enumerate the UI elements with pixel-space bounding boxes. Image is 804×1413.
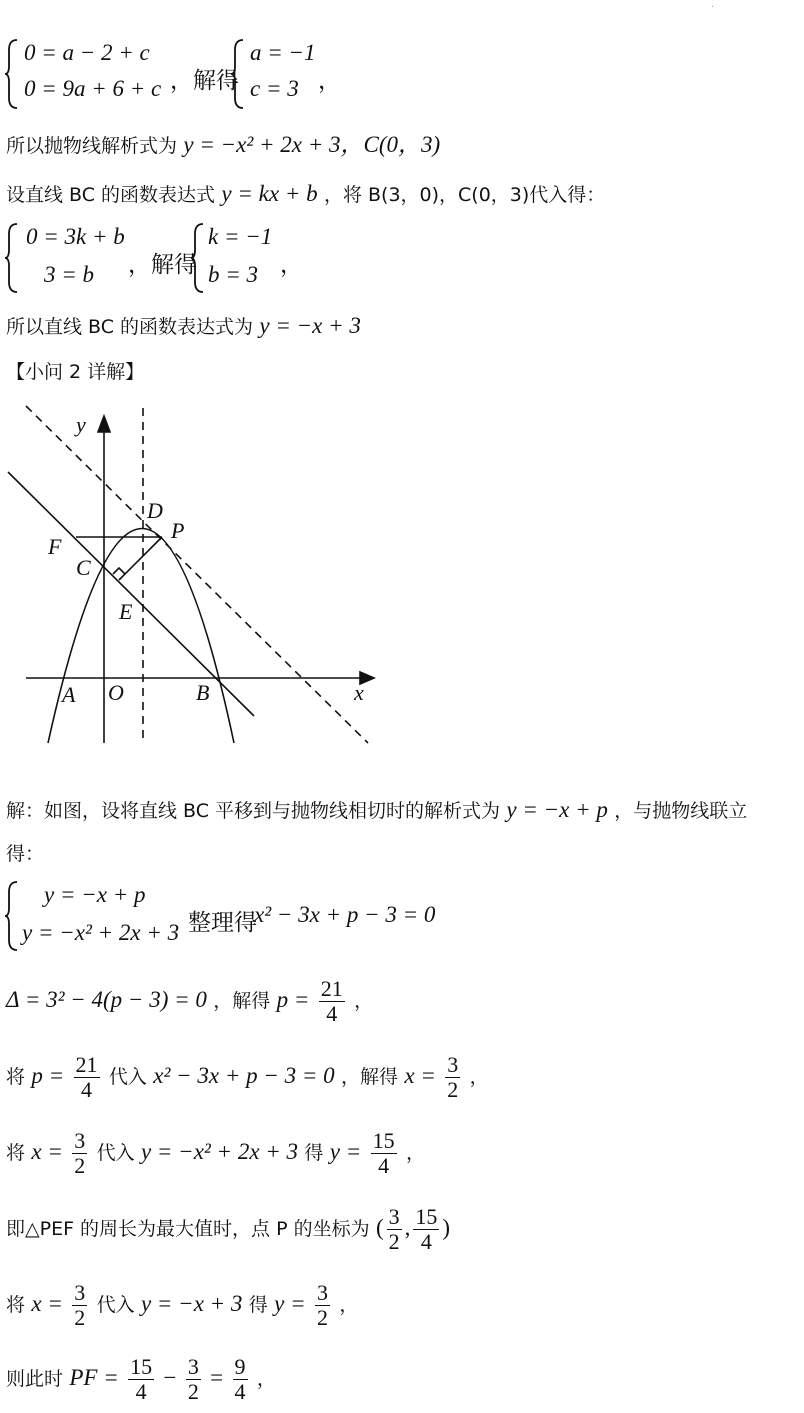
denominator: 4 bbox=[135, 1379, 147, 1404]
fraction bbox=[413, 1205, 439, 1254]
text-line bbox=[6, 796, 747, 825]
punct: ， bbox=[280, 252, 303, 277]
text-line bbox=[6, 1276, 358, 1332]
numerator: 3 bbox=[447, 1052, 459, 1077]
eq-line: 3 = b bbox=[44, 262, 95, 287]
math-expr: x² − 3x + p − 3 = 0 bbox=[153, 1063, 335, 1088]
text: 所以直线 BC 的函数表达式为 bbox=[6, 316, 254, 338]
numerator: 3 bbox=[74, 1280, 86, 1305]
math-expr: p = bbox=[31, 1063, 65, 1088]
label-f: F bbox=[48, 534, 62, 559]
label-y: y bbox=[76, 412, 86, 437]
connector-text: ，解得 bbox=[170, 68, 239, 93]
text: 得 bbox=[304, 1142, 324, 1164]
y-axis-arrow-icon bbox=[98, 416, 110, 432]
section-heading: 【小问 2 详解】 bbox=[6, 361, 145, 383]
label-o: O bbox=[108, 680, 124, 705]
numerator: 3 bbox=[74, 1128, 86, 1153]
math-expr: y = −x + 3 bbox=[140, 1291, 243, 1316]
fraction bbox=[319, 977, 345, 1026]
punct: ， bbox=[469, 1066, 489, 1088]
math-expr: y = bbox=[329, 1139, 362, 1164]
math-expr: x² − 3x + p − 3 = 0 bbox=[254, 902, 436, 927]
fraction bbox=[387, 1205, 402, 1254]
text-line bbox=[6, 131, 440, 160]
numerator: 3 bbox=[187, 1354, 199, 1379]
solution-line: k = −1 bbox=[208, 224, 273, 249]
label-x: x bbox=[354, 680, 364, 705]
text-line: 得： bbox=[6, 843, 45, 865]
text: ，解得 bbox=[213, 990, 271, 1012]
denominator: 2 bbox=[447, 1077, 459, 1102]
text: 将 bbox=[6, 1294, 26, 1316]
punct: ， bbox=[406, 1142, 426, 1164]
fraction bbox=[74, 1053, 100, 1102]
text: 代入 bbox=[96, 1142, 135, 1164]
right-angle-mark bbox=[113, 568, 125, 574]
punct: ， bbox=[339, 1294, 359, 1316]
math-expr: PF = bbox=[69, 1365, 119, 1390]
math-expr: y = bbox=[274, 1291, 306, 1316]
math-expr: p = bbox=[276, 987, 310, 1012]
label-b: B bbox=[196, 680, 210, 705]
text: 将 bbox=[6, 1142, 26, 1164]
numerator: 15 bbox=[415, 1204, 438, 1229]
denominator: 2 bbox=[74, 1153, 86, 1178]
left-brace-icon bbox=[190, 222, 206, 294]
text: 所以抛物线解析式为 bbox=[6, 135, 178, 157]
solution-line: c = 3 bbox=[250, 76, 299, 101]
numerator: 15 bbox=[130, 1354, 153, 1379]
operator: − bbox=[163, 1365, 177, 1390]
label-p: P bbox=[171, 518, 185, 543]
text-line: 即△PEF 的周长为最大值时，点 P 的坐标为 ( $\frac{3}{2}$ , $\frac{15}{4}$ ) bbox=[6, 1204, 451, 1254]
denominator: 4 bbox=[420, 1229, 432, 1254]
denominator: 2 bbox=[388, 1229, 400, 1254]
text: 即△PEF 的周长为最大值时，点 P 的坐标为 bbox=[6, 1218, 370, 1240]
numerator: 21 bbox=[320, 976, 343, 1001]
corner-mark: · bbox=[710, 2, 714, 13]
text-line bbox=[6, 1124, 425, 1180]
fraction bbox=[315, 1281, 330, 1330]
left-brace-icon bbox=[4, 222, 20, 294]
text: 代入 bbox=[96, 1294, 135, 1316]
label-c: C bbox=[76, 555, 91, 580]
left-brace-icon bbox=[4, 880, 20, 952]
text: 解：如图，设将直线 BC 平移到与抛物线相切时的解析式为 bbox=[6, 800, 501, 822]
punct: ， bbox=[256, 1368, 276, 1390]
math-expr: x = bbox=[31, 1139, 63, 1164]
math-expr: y = kx + b bbox=[221, 181, 318, 206]
text: 设直线 BC 的函数表达式 bbox=[6, 184, 216, 206]
solution-line: a = −1 bbox=[250, 40, 316, 65]
text-line bbox=[6, 972, 373, 1028]
eq-line: 0 = 3k + b bbox=[26, 224, 125, 249]
text-line bbox=[6, 1048, 489, 1104]
text: ，与抛物线联立 bbox=[614, 800, 748, 822]
solution-line: b = 3 bbox=[208, 262, 259, 287]
numerator: 15 bbox=[372, 1128, 395, 1153]
text: ，将 B(3，0)，C(0，3)代入得： bbox=[323, 184, 606, 206]
fraction bbox=[72, 1281, 87, 1330]
denominator: 4 bbox=[326, 1001, 338, 1026]
text-line bbox=[6, 180, 605, 209]
denominator: 4 bbox=[234, 1379, 246, 1404]
denominator: 4 bbox=[378, 1153, 390, 1178]
denominator: 2 bbox=[317, 1305, 329, 1330]
math-expr: y = −x + p bbox=[506, 797, 608, 822]
math-expr: x = bbox=[404, 1063, 436, 1088]
label-d: D bbox=[147, 498, 163, 523]
math-expr: y = −x + 3 bbox=[259, 313, 361, 338]
fraction bbox=[186, 1355, 201, 1404]
math-expr: x = bbox=[31, 1291, 63, 1316]
text-line bbox=[6, 312, 361, 341]
label-a: A bbox=[62, 682, 76, 707]
label-e: E bbox=[119, 599, 133, 624]
text: 则此时 bbox=[6, 1368, 64, 1390]
denominator: 4 bbox=[81, 1077, 93, 1102]
punct: ， bbox=[354, 990, 374, 1012]
eq-line: y = −x² + 2x + 3 bbox=[22, 920, 180, 945]
math-expr: y = −x² + 2x + 3，C(0，3) bbox=[183, 132, 441, 157]
connector-text: ，解得 bbox=[128, 252, 197, 277]
denominator: 2 bbox=[187, 1379, 199, 1404]
operator: = bbox=[210, 1365, 224, 1390]
math-expr: Δ = 3² − 4(p − 3) = 0 bbox=[6, 987, 207, 1012]
text-line bbox=[6, 1350, 276, 1406]
fraction bbox=[72, 1129, 87, 1178]
eq-line: 0 = 9a + 6 + c bbox=[24, 76, 162, 101]
text: ，解得 bbox=[341, 1066, 399, 1088]
fraction bbox=[445, 1053, 460, 1102]
fraction bbox=[233, 1355, 248, 1404]
eq-line: y = −x + p bbox=[44, 882, 146, 907]
numerator: 3 bbox=[317, 1280, 329, 1305]
connector-text: 整理得 bbox=[188, 910, 257, 935]
fraction bbox=[371, 1129, 397, 1178]
denominator: 2 bbox=[74, 1305, 86, 1330]
text: 将 bbox=[6, 1066, 26, 1088]
punct: ， bbox=[318, 68, 341, 93]
math-expr: y = −x² + 2x + 3 bbox=[140, 1139, 299, 1164]
numerator: 9 bbox=[234, 1354, 246, 1379]
numerator: 3 bbox=[388, 1204, 400, 1229]
parabola-diagram bbox=[6, 398, 386, 748]
left-brace-icon bbox=[230, 38, 246, 110]
eq-line: 0 = a − 2 + c bbox=[24, 40, 150, 65]
left-brace-icon bbox=[4, 38, 20, 110]
fraction bbox=[128, 1355, 154, 1404]
text: 代入 bbox=[108, 1066, 147, 1088]
text: 得 bbox=[248, 1294, 268, 1316]
numerator: 21 bbox=[75, 1052, 98, 1077]
